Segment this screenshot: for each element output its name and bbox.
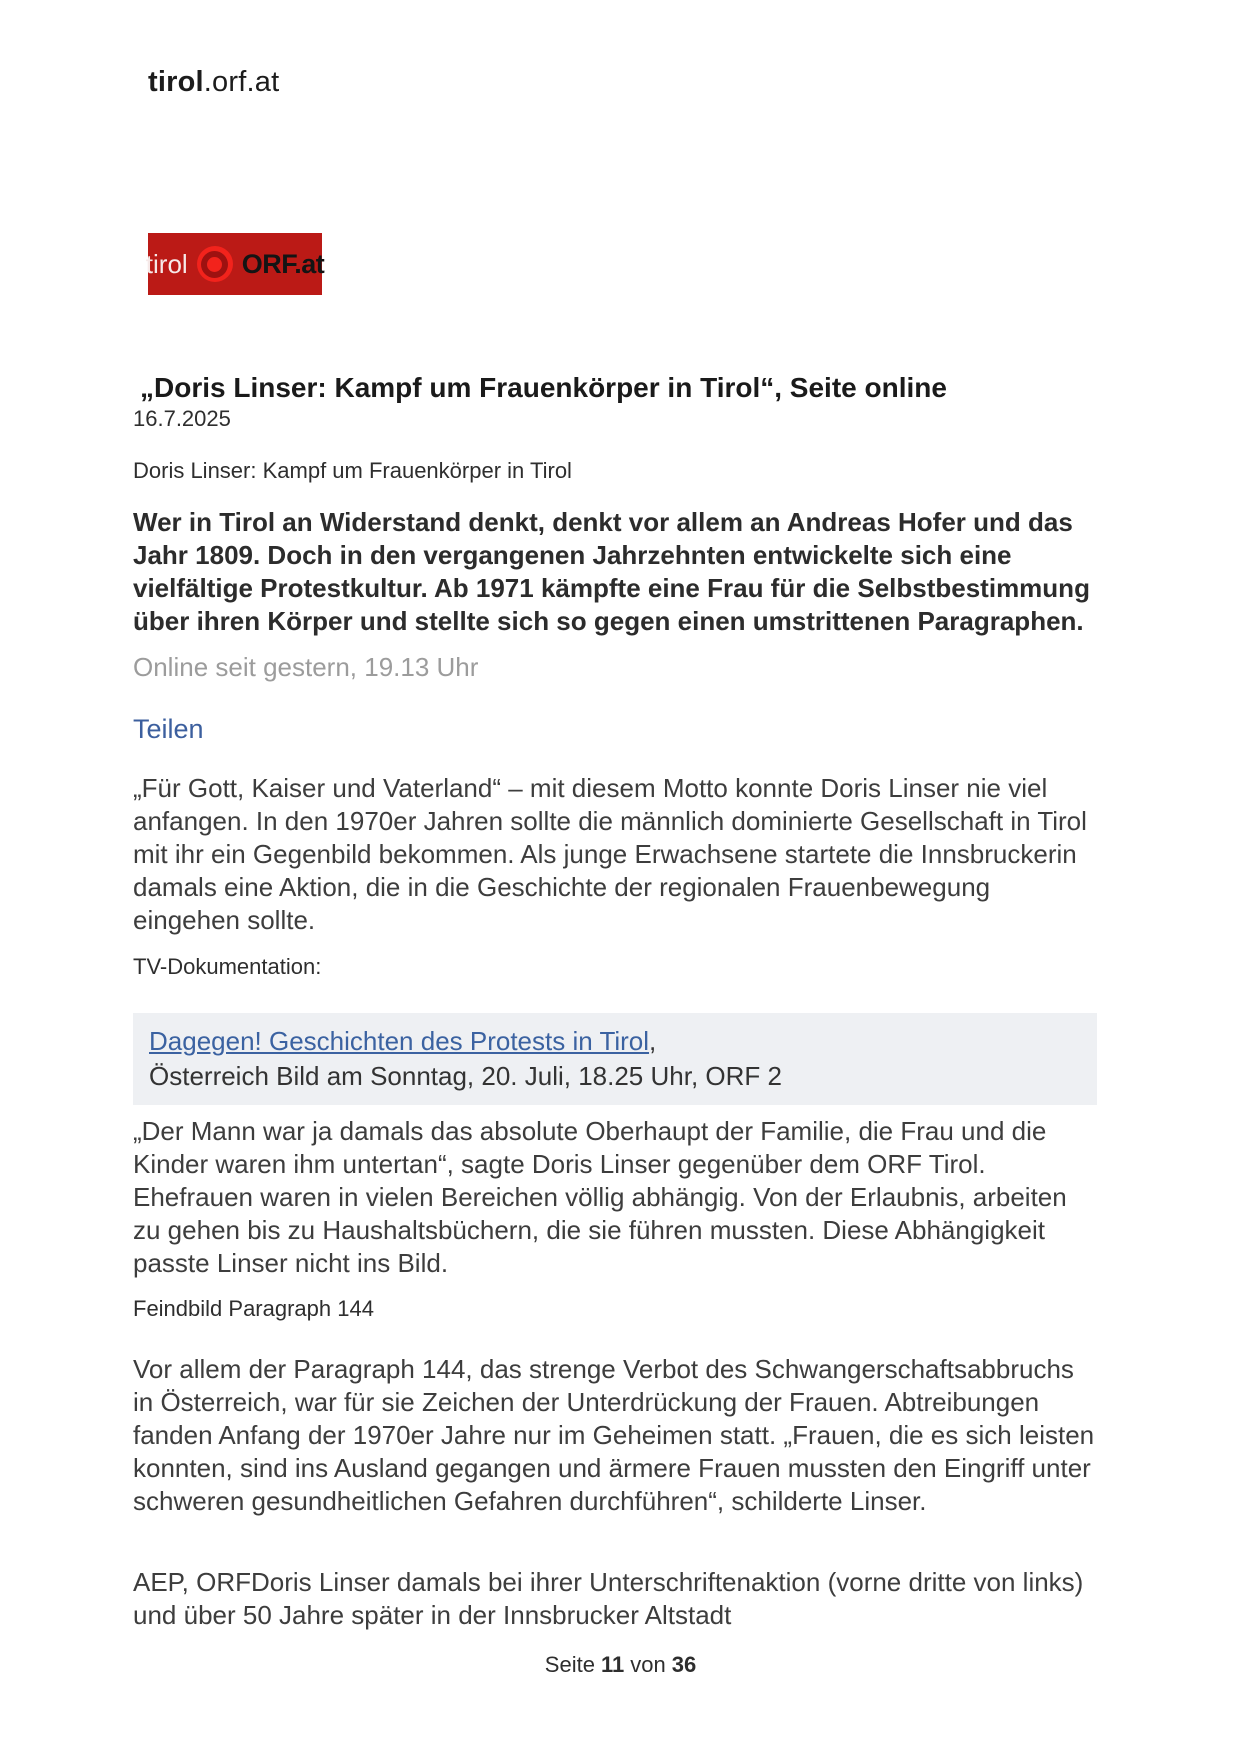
tv-doc-schedule: Österreich Bild am Sonntag, 20. Juli, 18.25 Uhr, ORF 2	[149, 1061, 782, 1091]
tv-doc-link[interactable]: Dagegen! Geschichten des Protests in Tirol	[149, 1026, 650, 1056]
tv-doc-link-suffix: ,	[649, 1026, 657, 1056]
article-paragraph-2: „Der Mann war ja damals das absolute Oberhaupt der Familie, die Frau und die Kinder waren ihm untertan“, sagte Doris Linser gegenüber dem ORF Tirol. Ehefrauen waren in vielen Bereichen völlig abhängig. Von der Erlaubnis, arbeiten zu gehen bis zu Haushaltsbüchern, die sie führen mussten. Diese Abhängigkeit passte Linser nicht ins Bild.	[133, 1116, 1067, 1278]
tv-doc-label: TV-Dokumentation:	[133, 954, 322, 979]
tv-doc-link-line	[149, 1024, 1081, 1059]
tv-doc-infobox	[133, 1013, 1097, 1105]
article-kicker: Doris Linser: Kampf um Frauenkörper in Tirol	[133, 458, 572, 483]
article-lead: Wer in Tirol an Widerstand denkt, denkt vor allem an Andreas Hofer und das Jahr 1809. Doch in den vergangenen Jahrzehnten entwickelte sich eine vielfältige Protestkultur. Ab 1971 kämpfte eine Frau für die Selbstbestimmung über ihren Körper und stellte sich so gegen einen umstrittenen Paragraphen.	[133, 507, 1090, 636]
site-url-header	[148, 66, 279, 99]
site-url-rest: .orf.at	[203, 66, 280, 98]
image-caption-text: AEP, ORFDoris Linser damals bei ihrer Unterschriftenaktion (vorne dritte von links) und über 50 Jahre später in der Innsbrucker Altstadt	[133, 1567, 1084, 1630]
article-subheading: Feindbild Paragraph 144	[133, 1296, 374, 1321]
orf-eye-icon	[197, 246, 233, 282]
article-paragraph-3: Vor allem der Paragraph 144, das strenge Verbot des Schwangerschaftsabbruchs in Österreich, war für sie Zeichen der Unterdrückung der Frauen. Abtreibungen fanden Anfang der 1970er Jahre nur im Geheimen statt. „Frauen, die es sich leisten konnten, sind ins Ausland gegangen und ärmere Frauen mussten den Eingriff unter schweren gesundheitlichen Gefahren durchführen“, schilderte Linser.	[133, 1354, 1095, 1516]
share-link[interactable]: Teilen	[133, 714, 204, 744]
article-date: 16.7.2025	[133, 406, 231, 431]
footer-total-pages: 36	[671, 1652, 697, 1677]
article-title: „Doris Linser: Kampf um Frauenkörper in Tirol“, Seite online	[140, 372, 947, 403]
footer-page-number: 11	[600, 1652, 625, 1677]
orf-tirol-logo	[145, 233, 325, 295]
site-url-bold: tirol	[148, 66, 204, 98]
footer-of-word: von	[630, 1652, 666, 1677]
online-since-timestamp: Online seit gestern, 19.13 Uhr	[133, 652, 479, 682]
page-number-footer	[0, 1652, 1241, 1678]
footer-page-word: Seite	[544, 1652, 595, 1677]
logo-region-label: tirol	[145, 248, 188, 279]
logo-brand-label: ORF.at	[241, 248, 325, 279]
article-paragraph-1: „Für Gott, Kaiser und Vaterland“ – mit diesem Motto konnte Doris Linser nie viel anfangen. In den 1970er Jahren sollte die männlich dominierte Gesellschaft in Tirol mit ihr ein Gegenbild bekommen. Als junge Erwachsene startete die Innsbruckerin damals eine Aktion, die in die Geschichte der regionalen Frauenbewegung eingehen sollte.	[133, 773, 1087, 935]
